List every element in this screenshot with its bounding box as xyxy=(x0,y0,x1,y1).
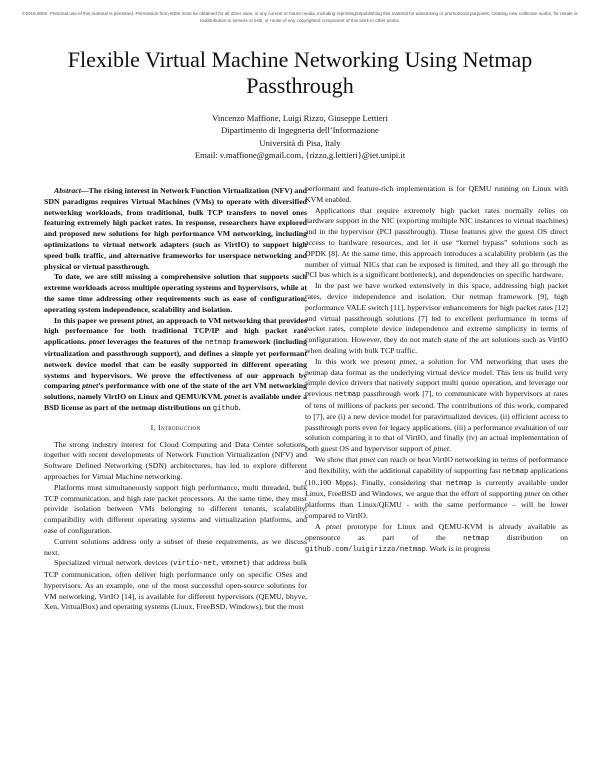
ptnet-term: ptnet xyxy=(136,315,153,325)
body-text: distribution on xyxy=(489,532,568,542)
intro-paragraph-2: Platforms must simultaneously support high performance, multi threaded, bulk TCP communication, and high rate packet processors. At the same time, they must provide isolation between VMs belonging to different tenants, scalability, compatibility with different operating systems and virtualization platforms, and ease of configuration. xyxy=(44,482,307,535)
github-code: github xyxy=(212,404,239,413)
netmap-code: netmap xyxy=(463,534,490,543)
section-heading-introduction xyxy=(44,423,307,434)
section-title: Introduction xyxy=(158,422,201,432)
ptnet-term: ptnet xyxy=(224,392,241,402)
right-paragraph-2: In the past we have worked extensively in this space, addressing high packet rates, device independence and isolation. Our netmap framework [9], high performance VALE switch [11], hypervisor enhancements for high packet rates [12] and virtual passthrough solutions [7] led to excellent performance in terms of packet rates, complete device independence and extreme simplicity in terms of configuration. However, they do not match state of the art solutions such as VirtIO when dealing with bulk TCP traffic. xyxy=(305,281,568,355)
ptnet-term: ptnet xyxy=(325,521,342,531)
intro-paragraph-1: The strong industry interest for Cloud Computing and Data Center solutions, together with recent developments of Network Function Virtualization (NFV) and Software Defined Networking (SDN) architectures, has led to explore different approaches for Virtual Machine networking. xyxy=(44,439,307,481)
ptnet-term: ptnet xyxy=(399,356,416,366)
netmap-repo-link: github.com/luigirizzo/netmap xyxy=(305,546,426,555)
abstract xyxy=(44,186,307,415)
netmap-code: netmap xyxy=(446,479,472,488)
abstract-text-1: —The rising interest in Network Function Virtualization (NFV) and SDN paradigms requires Virtual Machines (VMs) to operate with diversified networking workloads, from traditional, bulk TCP transfers to novel ones featuring extremely high packet rates. In response, researchers have explored and proposed new solutions for high performance VM networking, including optimizations to virtual network adapters (such as VirtIO) to support high speed bulk traffic, and alternative frameworks for userspace networking and physical or virtual passthrough. xyxy=(44,186,307,271)
abstract-text: leverages the features of the xyxy=(104,337,205,347)
author-names: Vincenzo Maffione, Luigi Rizzo, Giuseppe Lettieri xyxy=(212,113,388,123)
ptnet-term: ptnet xyxy=(433,444,450,454)
abstract-text: In this paper we present xyxy=(54,315,137,325)
body-text: prototype for Linux and QEMU-KVM is already available as opensource as part of the xyxy=(305,521,568,542)
author-university: Università di Pisa, Italy xyxy=(259,137,341,148)
netmap-code: netmap xyxy=(502,467,529,476)
body-text: passthrough work [7], to communicate with hypervisors at rates of tens of millions of packets per second. The contributions of this work, compared to [7], are (i) a new device model for paravirtualized devices, (ii) efficient access to passthrough ports even for legacy applications, (iii) a performance evaluation of our solution comparing it to that of VirtIO, and finally (iv) an actual implementation of both guest OS and hypervisor support of xyxy=(305,389,568,454)
netmap-code: netmap xyxy=(204,339,231,348)
abstract-paragraph-1 xyxy=(44,186,307,272)
right-paragraph-1: Applications that require extremely high packet rates normally relies on hardware support in the NIC (exporting multiple NIC instances to virtual machines) and in the hypervisor (PCI passthrough). These features give the guest OS direct access to hardware resources, and let it use “kernel bypass” solutions such as DPDK [8]. At the same time, this approach introduces a scalability problem (as the number of virtual NICs that can be exposed is limited, and they all go through the PCI bus which is a significant bottleneck), and dependencies on specific hardware. xyxy=(305,205,568,280)
body-text: can reach or beat VirtIO networking in terms of performance and flexibility, with the additional capability of supporting fast xyxy=(305,454,568,475)
abstract-text: framework (including virtualization and passthrough support), and defines a simple yet performant network device model that can be easily supported in different operating systems and hypervisors. We prove the effectiveness of our approach by comparing xyxy=(44,337,308,391)
ptnet-term: ptnet xyxy=(82,381,99,391)
intro-paragraph-4 xyxy=(44,558,307,613)
ptnet-term: ptnet xyxy=(88,337,105,347)
body-text: , a solution for VM networking that uses the netmap data format as the underlying virtual device model. This lets us build very simple device drivers that natively support multi queue operation, and leverage our previous xyxy=(305,356,568,399)
body-text: Specialized virtual network devices ( xyxy=(54,558,174,568)
intro-paragraph-3: Current solutions address only a subset of these requirements, as we discuss next. xyxy=(44,536,307,557)
netmap-code: netmap xyxy=(334,391,361,400)
copyright-notice: ©2016 IEEE. Personal use of this material is permitted. Permission from IEEE must be obtained for all other uses, in any current or future media, including reprinting/republishing this material for advertising or promotional purposes, creating new collective works, for resale or redistribution to servers or lists, or reuse of any copyrighted component of this work in other works. xyxy=(22,11,578,23)
vmxnet-code: vmxnet xyxy=(221,560,247,569)
section-number: I. xyxy=(150,422,156,432)
body-text: on other platforms than Linux/QEMU - with the same performance – will be lower compared to VirtIO. xyxy=(305,489,568,520)
author-email: Email: v.maffione@gmail.com, {rizzo,g.lettieri}@iet.unipi.it xyxy=(194,150,406,161)
right-paragraph-4 xyxy=(305,455,568,522)
abstract-paragraph-3 xyxy=(44,316,307,415)
ptnet-term: ptnet xyxy=(524,489,541,499)
virtio-net-code: virtio-net xyxy=(173,560,217,569)
right-column xyxy=(305,184,568,556)
left-column xyxy=(44,186,307,613)
right-paragraph-5 xyxy=(305,522,568,556)
abstract-text: is available under a BSD license as part of the netmap distributions on xyxy=(44,392,307,412)
body-text: . Work is in progress xyxy=(425,544,491,554)
ptnet-term: ptnet xyxy=(359,454,376,464)
abstract-text: , an approach to VM networking that provides high performance for both traditional TCP/IP and high packet rate applications. xyxy=(44,315,307,347)
paper-title: Flexible Virtual Machine Networking Using Netmap Passthrough xyxy=(67,47,533,98)
author-department: Dipartimento di Ingegneria dell’Informazione xyxy=(221,125,379,136)
body-text: applications (10..100 Mpps). Finally, considering that xyxy=(305,465,568,487)
abstract-text: ’s performance with one of the state of the art VM networking solutions, namely VirtIO on Linux and QEMU/KVM. xyxy=(44,381,307,402)
right-paragraph-0: performant and feature-rich implementation is for QEMU running on Linux with KVM enabled. xyxy=(305,184,568,204)
body-text: A xyxy=(315,521,326,531)
abstract-label: Abstract xyxy=(54,186,81,195)
right-paragraph-3 xyxy=(305,357,568,455)
body-text: In this work we present xyxy=(315,356,400,366)
abstract-text: . xyxy=(238,402,241,412)
abstract-paragraph-2: To date, we are still missing a comprehensive solution that supports such extreme workloads across multiple operating systems and hypervisors, while at the same time addressing other requirements such as ease of configuration, operating system independence, scalability and isolation. xyxy=(44,272,307,314)
body-text: , xyxy=(216,558,222,568)
body-text: . xyxy=(449,444,451,454)
body-text: We show that xyxy=(315,454,360,464)
body-text: is currently available under Linux, FreeBSD and Windows, we argue that the effort of supporting xyxy=(305,477,568,499)
author-block xyxy=(60,112,540,162)
body-text: ) that address bulk TCP communication, often deliver high performance only on specific OSes and hypervisors. As an example, one of the most successful open-source solutions for VM networking, VirtIO [14], is available for different hypervisors (QEMU, bhyve, Xen, VirtualBox) and operating systems (Linux, FreeBSD, Windows), but the most xyxy=(44,558,307,612)
